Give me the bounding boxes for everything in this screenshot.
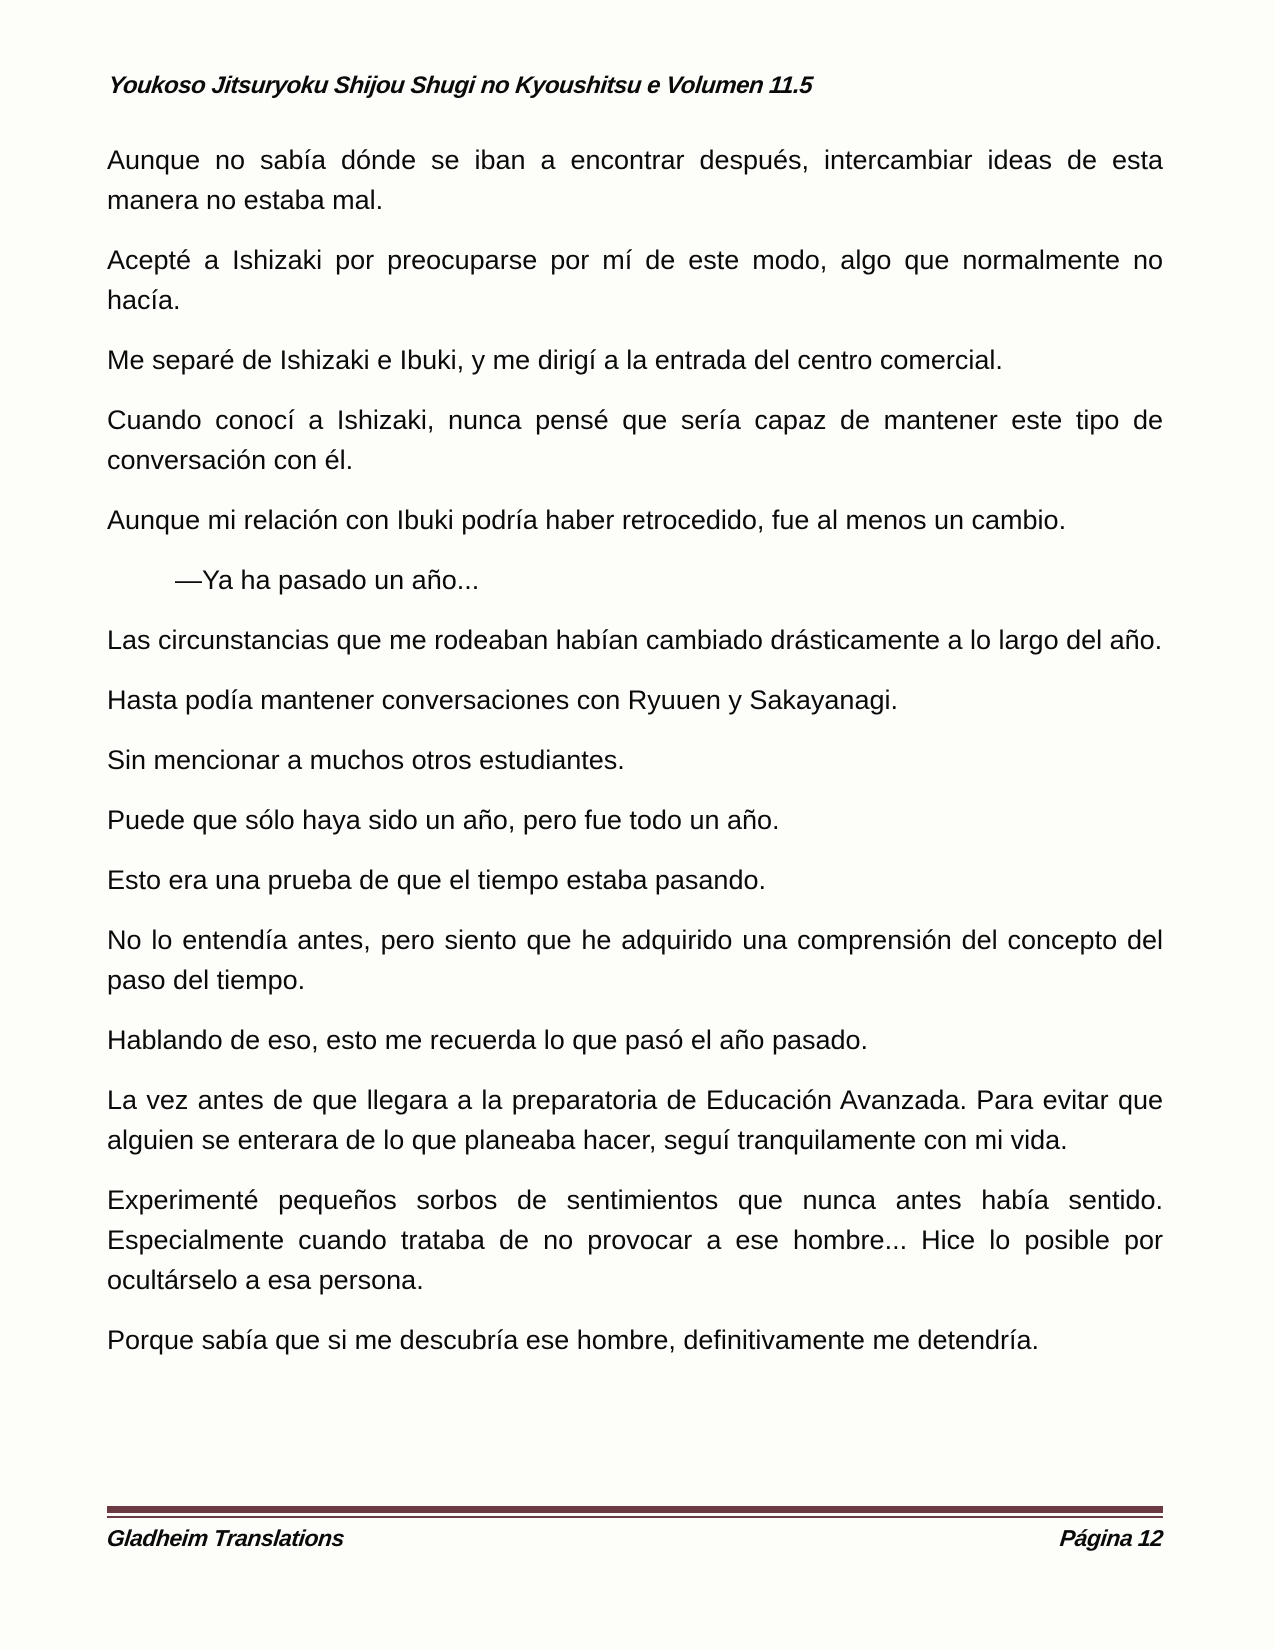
paragraph: Experimenté pequeños sorbos de sentimientos que nunca antes había sentido. Especialmente cuando trataba de no provocar a ese hombre... Hice lo posible por ocultárselo a esa persona. xyxy=(107,1185,1163,1295)
page-number: Página 12 xyxy=(1058,1525,1165,1551)
paragraph: Sin mencionar a muchos otros estudiantes. xyxy=(107,745,625,775)
footer-separator-thick xyxy=(107,1506,1163,1513)
paragraph: Las circunstancias que me rodeaban habían cambiado drásticamente a lo largo del año. xyxy=(107,625,1163,655)
paragraph: Acepté a Ishizaki por preocuparse por mí de este modo, algo que normalmente no hacía. xyxy=(107,245,1163,315)
paragraph: Cuando conocí a Ishizaki, nunca pensé que sería capaz de mantener este tipo de conversación con él. xyxy=(107,405,1163,475)
paragraph: Me separé de Ishizaki e Ibuki, y me dirigí a la entrada del centro comercial. xyxy=(107,345,1003,375)
page-title: Youkoso Jitsuryoku Shijou Shugi no Kyoushitsu e Volumen 11.5 xyxy=(107,72,814,99)
paragraph: Puede que sólo haya sido un año, pero fue todo un año. xyxy=(107,805,780,835)
page-footer xyxy=(107,1506,1163,1552)
paragraph: Aunque mi relación con Ibuki podría haber retrocedido, fue al menos un cambio. xyxy=(107,505,1067,535)
paragraph: Porque sabía que si me descubría ese hombre, definitivamente me detendría. xyxy=(107,1325,1040,1355)
paragraph: —Ya ha pasado un año... xyxy=(175,565,480,595)
footer-separator-thin xyxy=(107,1516,1163,1518)
paragraph: La vez antes de que llegara a la preparatoria de Educación Avanzada. Para evitar que alguien se enterara de lo que planeaba hacer, seguí tranquilamente con mi vida. xyxy=(107,1085,1163,1155)
paragraph: Esto era una prueba de que el tiempo estaba pasando. xyxy=(107,865,766,895)
paragraph: Hablando de eso, esto me recuerda lo que pasó el año pasado. xyxy=(107,1025,869,1055)
paragraph: Hasta podía mantener conversaciones con Ryuuen y Sakayanagi. xyxy=(107,685,898,715)
paragraph: No lo entendía antes, pero siento que he adquirido una comprensión del concepto del paso del tiempo. xyxy=(107,925,1163,995)
page-content xyxy=(107,72,1163,1380)
document-body xyxy=(107,140,1163,1360)
translator-credit: Gladheim Translations xyxy=(105,1525,346,1551)
paragraph: Aunque no sabía dónde se iban a encontrar después, intercambiar ideas de esta manera no estaba mal. xyxy=(107,145,1163,215)
